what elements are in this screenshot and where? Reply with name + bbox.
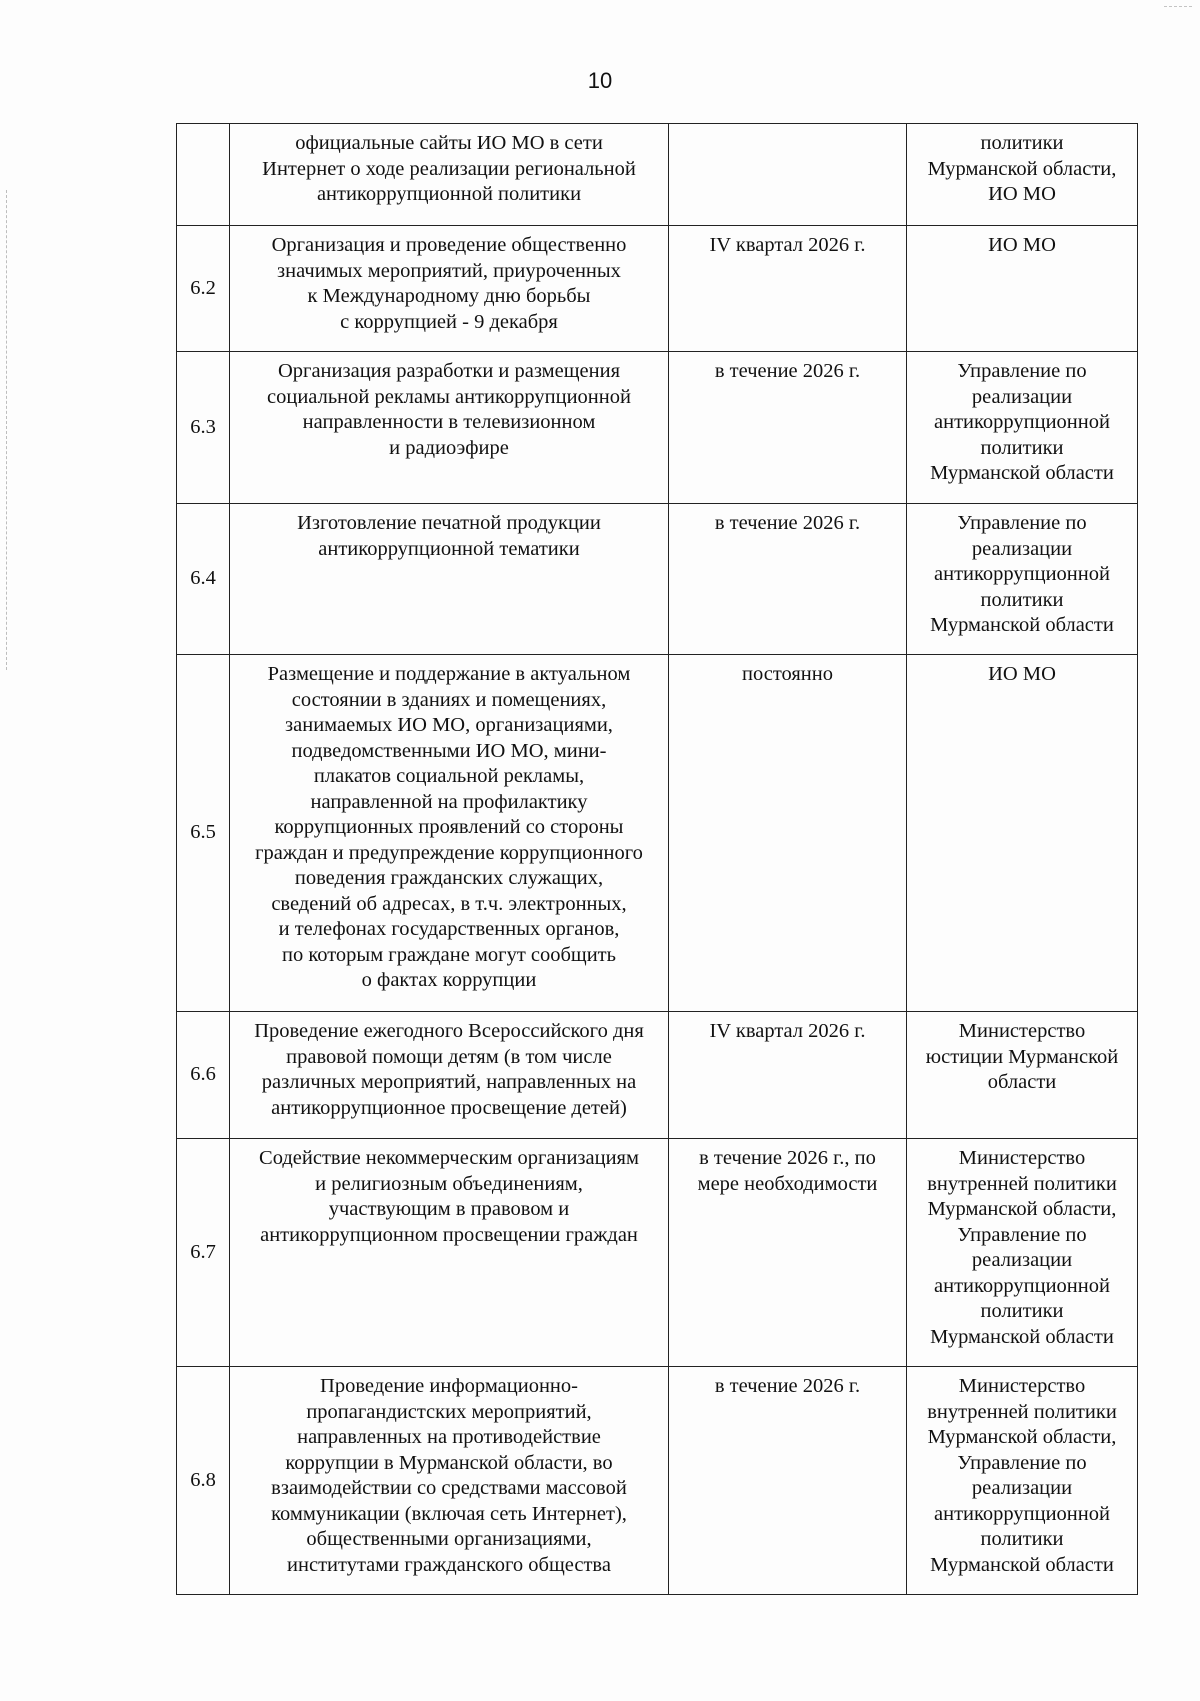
item-number: 6.2 bbox=[177, 226, 230, 352]
activity-line: к Международному дню борьбы bbox=[307, 285, 591, 307]
activity-line: Содействие некоммерческим организациям bbox=[259, 1147, 639, 1169]
item-number: 6.7 bbox=[177, 1139, 230, 1367]
responsible-line: реализации bbox=[971, 1477, 1073, 1499]
activity-line: участвующим в правовом и bbox=[328, 1198, 570, 1220]
term-line: постоянно bbox=[742, 663, 833, 685]
item-number bbox=[177, 124, 230, 226]
responsible-line: Министерство bbox=[958, 1020, 1086, 1042]
responsible-line: ИО МО bbox=[988, 183, 1056, 205]
activity-cell bbox=[230, 655, 669, 1012]
activity-line: социальной рекламы антикоррупционной bbox=[267, 385, 631, 408]
responsible-cell bbox=[907, 352, 1138, 504]
table-row bbox=[177, 1367, 1138, 1595]
item-number: 6.6 bbox=[177, 1012, 230, 1139]
responsible-line: внутренней политики bbox=[927, 1172, 1117, 1195]
responsible-line: политики bbox=[980, 132, 1064, 154]
responsible-line: ИО МО bbox=[988, 663, 1056, 685]
activity-line: взаимодействии со средствами массовой bbox=[271, 1477, 627, 1499]
activity-cell bbox=[230, 1139, 669, 1367]
item-number: 6.8 bbox=[177, 1367, 230, 1595]
responsible-line: Министерство bbox=[958, 1147, 1086, 1169]
term-cell bbox=[669, 1139, 907, 1367]
activity-line: антикоррупционное просвещение детей) bbox=[271, 1096, 627, 1119]
responsible-cell bbox=[907, 1367, 1138, 1595]
activity-line: направленности в телевизионном bbox=[302, 411, 596, 433]
activity-line: антикоррупционной тематики bbox=[318, 537, 580, 560]
term-line: мере необходимости bbox=[697, 1172, 878, 1195]
responsible-line: реализации bbox=[971, 385, 1073, 408]
responsible-line: антикоррупционной bbox=[934, 411, 1110, 433]
responsible-cell bbox=[907, 124, 1138, 226]
term-cell bbox=[669, 352, 907, 504]
responsible-line: Мурманской области, bbox=[927, 157, 1117, 180]
activity-line: состоянии в зданиях и помещениях, bbox=[291, 688, 607, 711]
activity-line: поведения гражданских служащих, bbox=[294, 867, 604, 889]
responsible-line: антикоррупционной bbox=[934, 1502, 1110, 1525]
responsible-line: ИО МО bbox=[988, 234, 1056, 256]
responsible-line: Мурманской области bbox=[930, 1325, 1114, 1348]
action-plan-table bbox=[176, 123, 1138, 1595]
responsible-cell bbox=[907, 1139, 1138, 1367]
responsible-line: политики bbox=[980, 436, 1064, 459]
responsible-line: политики bbox=[980, 1300, 1064, 1322]
activity-cell bbox=[230, 1367, 669, 1595]
responsible-line: Мурманской области bbox=[930, 462, 1114, 484]
activity-line: Размещение и поддержание в актуальном bbox=[267, 663, 631, 685]
term-cell bbox=[669, 226, 907, 352]
activity-line: занимаемых ИО МО, организациями, bbox=[285, 714, 613, 736]
activity-line: направленной на профилактику bbox=[310, 790, 588, 813]
activity-line: коррупции в Мурманской области, во bbox=[285, 1451, 613, 1474]
responsible-line: Мурманской области, bbox=[927, 1426, 1117, 1448]
responsible-line: реализации bbox=[971, 1249, 1073, 1271]
term-cell bbox=[669, 1012, 907, 1139]
responsible-line: юстиции Мурманской bbox=[925, 1045, 1119, 1068]
activity-line: направленных на противодействие bbox=[297, 1426, 601, 1448]
term-line: IV квартал 2026 г. bbox=[709, 234, 866, 256]
activity-line: и радиоэфире bbox=[389, 436, 509, 459]
responsible-line: Управление по bbox=[957, 512, 1087, 534]
activity-line: антикоррупционном просвещении граждан bbox=[260, 1223, 638, 1246]
activity-line: и телефонах государственных органов, bbox=[278, 918, 620, 940]
activity-line: правовой помощи детям (в том числе bbox=[286, 1045, 612, 1068]
responsible-line: Мурманской области bbox=[930, 1553, 1114, 1576]
term-line: в течение 2026 г. bbox=[714, 1375, 861, 1397]
activity-line: с коррупцией - 9 декабря bbox=[340, 310, 558, 333]
term-cell bbox=[669, 504, 907, 655]
term-cell bbox=[669, 655, 907, 1012]
table-row bbox=[177, 226, 1138, 352]
scan-margin-mark bbox=[6, 190, 7, 670]
activity-cell bbox=[230, 226, 669, 352]
responsible-cell bbox=[907, 1012, 1138, 1139]
activity-line: коррупционных проявлений со стороны bbox=[274, 816, 624, 838]
activity-cell bbox=[230, 504, 669, 655]
activity-line: по которым граждане могут сообщить bbox=[281, 943, 616, 966]
activity-line: подведомственными ИО МО, мини- bbox=[291, 739, 607, 762]
activity-line: Интернет о ходе реализации региональной bbox=[262, 157, 636, 180]
responsible-line: области bbox=[987, 1071, 1057, 1093]
activity-line: плакатов социальной рекламы, bbox=[313, 765, 585, 787]
responsible-line: Управление по bbox=[957, 1223, 1087, 1246]
responsible-line: политики bbox=[980, 1528, 1064, 1550]
responsible-line: Мурманской области bbox=[930, 614, 1114, 636]
responsible-line: реализации bbox=[971, 537, 1073, 560]
activity-line: и религиозным объединениям, bbox=[315, 1172, 583, 1195]
activity-line: о фактах коррупции bbox=[361, 969, 537, 991]
activity-line: пропагандистских мероприятий, bbox=[306, 1400, 592, 1423]
responsible-line: антикоррупционной bbox=[934, 563, 1110, 585]
term-line: в течение 2026 г. bbox=[714, 360, 861, 382]
activity-line: институтами гражданского общества bbox=[287, 1553, 611, 1576]
scan-corner-mark bbox=[1164, 6, 1192, 7]
page-number: 10 bbox=[587, 68, 613, 93]
term-cell bbox=[669, 1367, 907, 1595]
activity-line: коммуникации (включая сеть Интернет), bbox=[271, 1502, 627, 1525]
responsible-line: антикоррупционной bbox=[934, 1274, 1110, 1297]
activity-line: официальные сайты ИО МО в сети bbox=[295, 132, 603, 154]
responsible-cell bbox=[907, 655, 1138, 1012]
responsible-line: политики bbox=[980, 588, 1064, 611]
term-line: в течение 2026 г., по bbox=[699, 1147, 876, 1169]
responsible-line: Министерство bbox=[958, 1375, 1086, 1397]
table-row bbox=[177, 1012, 1138, 1139]
activity-line: значимых мероприятий, приуроченных bbox=[277, 259, 621, 282]
responsible-line: Мурманской области, bbox=[927, 1198, 1117, 1220]
activity-line: антикоррупционной политики bbox=[316, 183, 582, 205]
table-row bbox=[177, 352, 1138, 504]
responsible-line: Управление по bbox=[957, 360, 1087, 382]
item-number: 6.5 bbox=[177, 655, 230, 1012]
activity-line: Организация и проведение общественно bbox=[271, 234, 627, 256]
table-row bbox=[177, 655, 1138, 1012]
responsible-cell bbox=[907, 226, 1138, 352]
item-number: 6.3 bbox=[177, 352, 230, 504]
activity-line: Проведение ежегодного Всероссийского дня bbox=[254, 1020, 644, 1042]
activity-line: Организация разработки и размещения bbox=[278, 360, 620, 382]
activity-cell bbox=[230, 124, 669, 226]
table-row bbox=[177, 124, 1138, 226]
activity-line: Изготовление печатной продукции bbox=[297, 512, 601, 534]
responsible-line: внутренней политики bbox=[927, 1400, 1117, 1423]
item-number: 6.4 bbox=[177, 504, 230, 655]
activity-line: общественными организациями, bbox=[306, 1528, 592, 1550]
activity-line: граждан и предупреждение коррупционного bbox=[255, 841, 643, 864]
table-row bbox=[177, 504, 1138, 655]
term-line: IV квартал 2026 г. bbox=[709, 1020, 866, 1042]
responsible-line: Управление по bbox=[957, 1451, 1087, 1474]
term-line: в течение 2026 г. bbox=[714, 512, 861, 534]
term-cell bbox=[669, 124, 907, 226]
activity-line: сведений об адресах, в т.ч. электронных, bbox=[271, 892, 627, 915]
activity-line: Проведение информационно- bbox=[320, 1375, 578, 1397]
action-plan-body bbox=[177, 124, 1138, 1595]
responsible-cell bbox=[907, 504, 1138, 655]
activity-line: различных мероприятий, направленных на bbox=[261, 1071, 637, 1093]
activity-cell bbox=[230, 1012, 669, 1139]
table-row bbox=[177, 1139, 1138, 1367]
activity-cell bbox=[230, 352, 669, 504]
